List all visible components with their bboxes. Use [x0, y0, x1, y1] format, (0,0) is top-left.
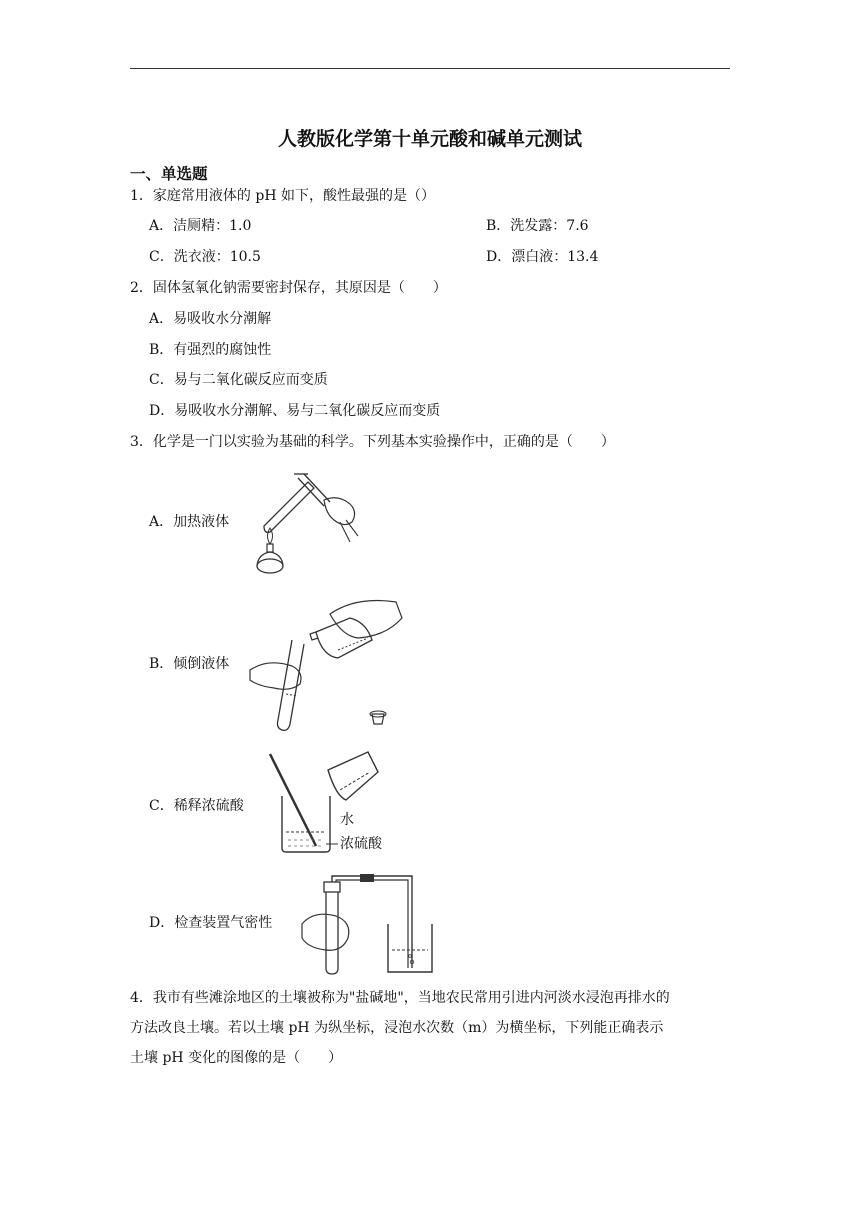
- section-heading: 一、单选题: [130, 165, 208, 183]
- heating-liquid-figure: [246, 470, 366, 580]
- page-title: 人教版化学第十单元酸和碱单元测试: [277, 128, 582, 150]
- question-3-stem: 3．化学是一门以实验为基础的科学。下列基本实验操作中，正确的是（ ）: [130, 434, 615, 450]
- question-3-option-d[interactable]: D．检查装置气密性: [149, 915, 273, 931]
- question-1-stem: 1．家庭常用液体的 pH 如下，酸性最强的是（）: [130, 188, 435, 204]
- question-1-option-c[interactable]: C．洗衣液：10.5: [149, 249, 261, 265]
- water-label: 水: [340, 812, 354, 828]
- pouring-liquid-figure: [246, 596, 406, 736]
- question-2-option-d[interactable]: D．易吸收水分潮解、易与二氧化碳反应而变质: [149, 403, 441, 419]
- question-1-option-b[interactable]: B．洗发露：7.6: [486, 218, 589, 234]
- concentrated-sulfuric-acid-label: 浓硫酸: [340, 836, 382, 852]
- question-2-option-c[interactable]: C．易与二氧化碳反应而变质: [149, 372, 328, 388]
- question-3-option-a[interactable]: A．加热液体: [149, 514, 230, 530]
- airtightness-check-figure: [296, 872, 436, 976]
- header-rule: [130, 68, 730, 69]
- question-4-line-2: 方法改良土壤。若以土壤 pH 为纵坐标，浸泡水次数（m）为横坐标，下列能正确表示: [130, 1020, 664, 1036]
- diluting-acid-figure: [264, 748, 404, 858]
- question-1-option-d[interactable]: D．漂白液：13.4: [486, 249, 599, 265]
- question-1-option-a[interactable]: A．洁厕精：1.0: [149, 218, 252, 234]
- question-4-line-1: 4．我市有些滩涂地区的土壤被称为"盐碱地"，当地农民常用引进内河淡水浸泡再排水的: [130, 990, 670, 1006]
- question-2-option-a[interactable]: A．易吸收水分潮解: [149, 311, 272, 327]
- question-3-option-b[interactable]: B．倾倒液体: [149, 656, 230, 672]
- question-4-line-3: 土壤 pH 变化的图像的是（ ）: [130, 1050, 343, 1066]
- question-2-stem: 2．固体氢氧化钠需要密封保存，其原因是（ ）: [130, 280, 447, 296]
- question-2-option-b[interactable]: B．有强烈的腐蚀性: [149, 342, 272, 358]
- question-3-option-c[interactable]: C．稀释浓硫酸: [149, 798, 244, 814]
